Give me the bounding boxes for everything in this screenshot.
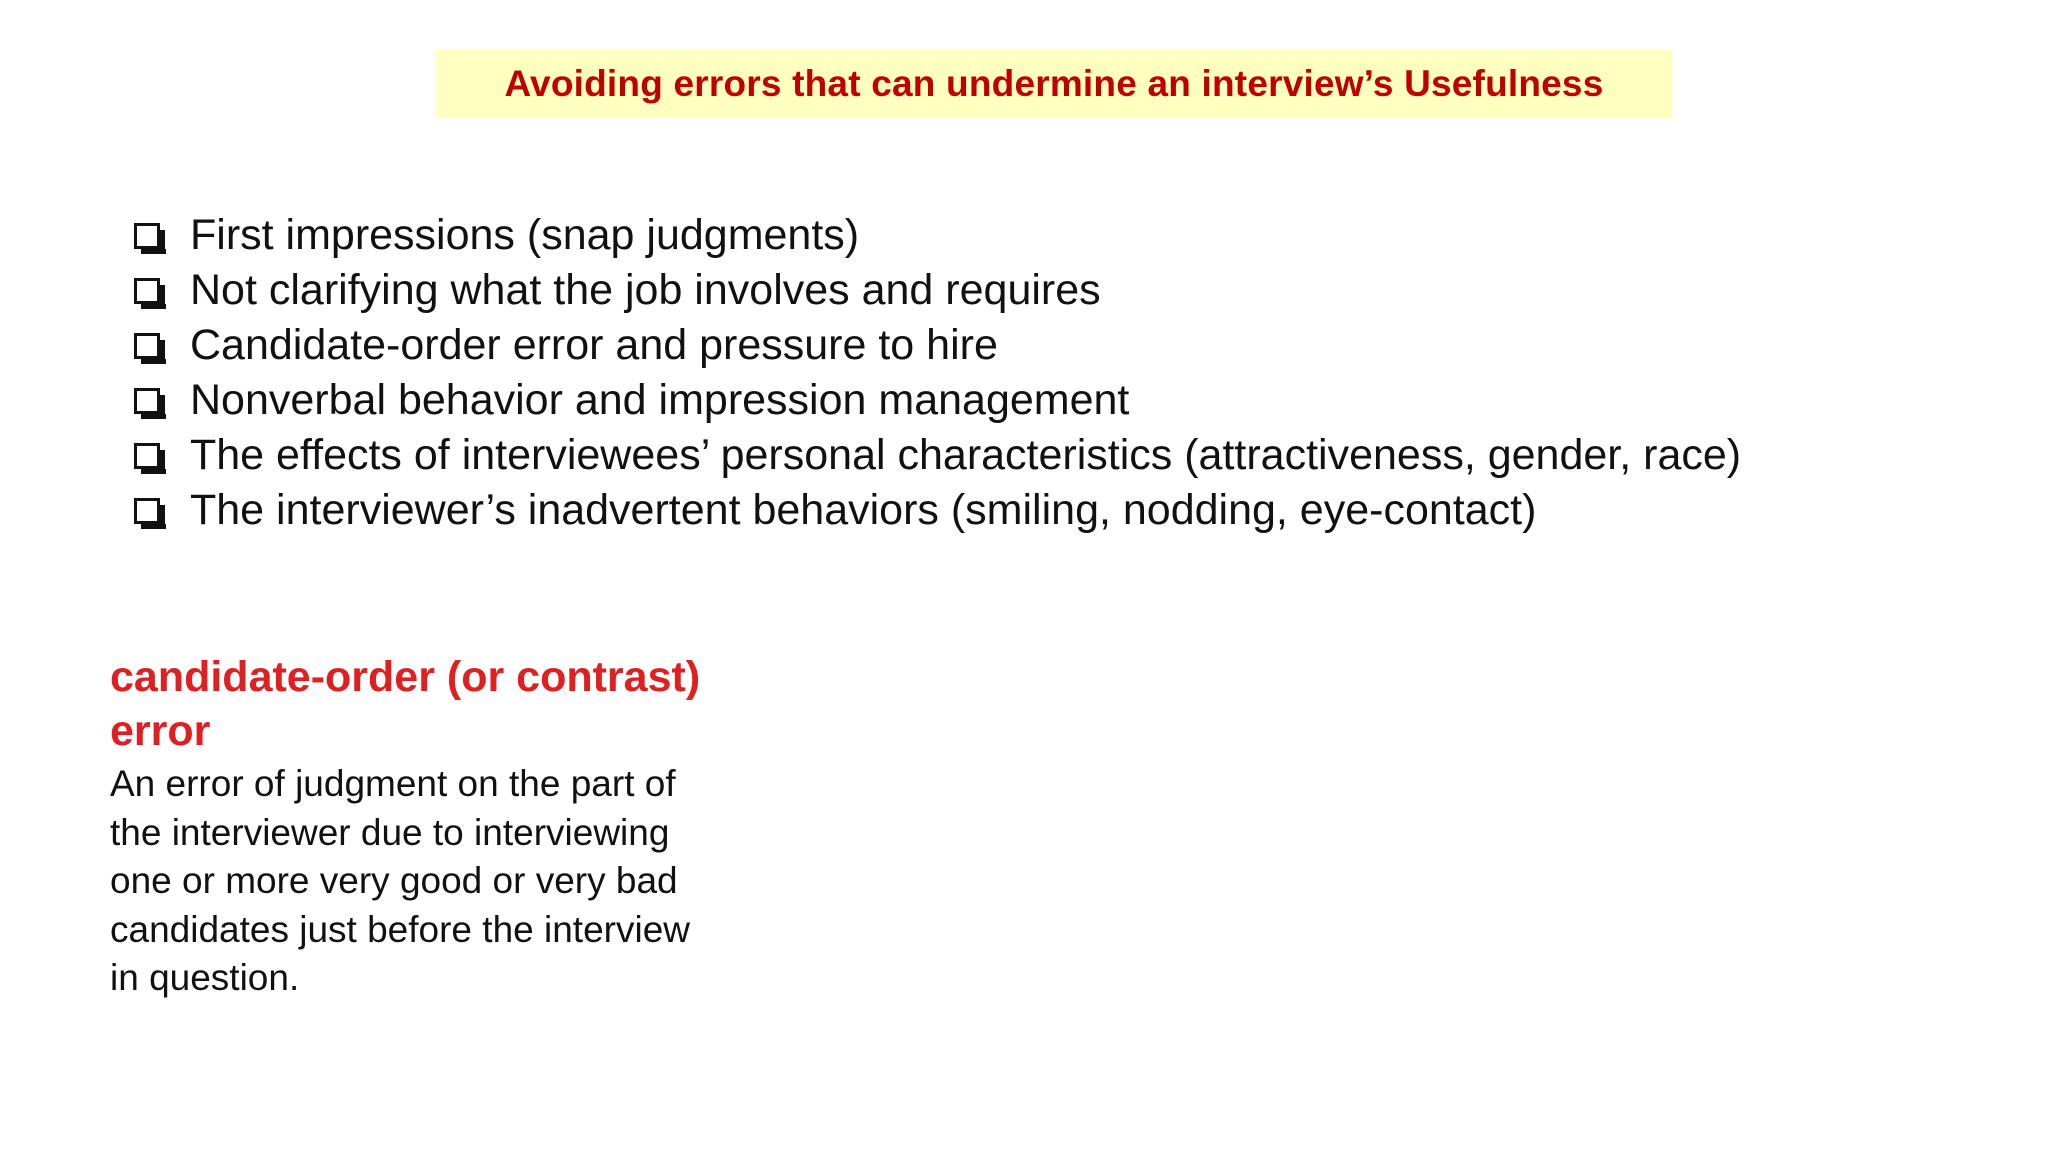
- bullet-text: First impressions (snap judgments): [190, 211, 860, 259]
- checkbox-icon: [134, 278, 160, 304]
- checkbox-icon: [134, 333, 160, 359]
- list-item: [134, 428, 1934, 483]
- term-definition: [110, 760, 790, 1003]
- bullet-text: Not clarifying what the job involves and requires: [190, 266, 1101, 314]
- bullet-text: The effects of interviewees’ personal characteristics (attractiveness, gender, race): [190, 431, 1742, 479]
- list-item: [134, 483, 1934, 538]
- list-item: [134, 208, 1934, 263]
- term-heading: [110, 650, 790, 758]
- term-heading-line: error: [110, 707, 211, 755]
- definition-line: in question.: [110, 957, 300, 998]
- checkbox-icon: [134, 498, 160, 524]
- bullet-text: Nonverbal behavior and impression management: [190, 376, 1130, 424]
- definition-line: one or more very good or very bad: [110, 860, 678, 901]
- definition-line: the interviewer due to interviewing: [110, 811, 670, 853]
- term-heading-line: candidate-order (or contrast): [110, 653, 701, 701]
- checkbox-icon: [134, 223, 160, 249]
- list-item: [134, 373, 1934, 428]
- bullet-list: [134, 208, 1934, 538]
- definition-line: An error of judgment on the part of: [110, 763, 676, 804]
- slide-title: Avoiding errors that can undermine an interview’s Usefulness: [504, 63, 1604, 104]
- definition-line: candidates just before the interview: [110, 908, 691, 950]
- list-item: [134, 263, 1934, 318]
- bullet-text: The interviewer’s inadvertent behaviors (smiling, nodding, eye-contact): [190, 486, 1537, 534]
- checkbox-icon: [134, 388, 160, 414]
- list-item: [134, 318, 1934, 373]
- title-banner: [436, 50, 1672, 118]
- checkbox-icon: [134, 443, 160, 469]
- bullet-text: Candidate-order error and pressure to hire: [190, 321, 998, 369]
